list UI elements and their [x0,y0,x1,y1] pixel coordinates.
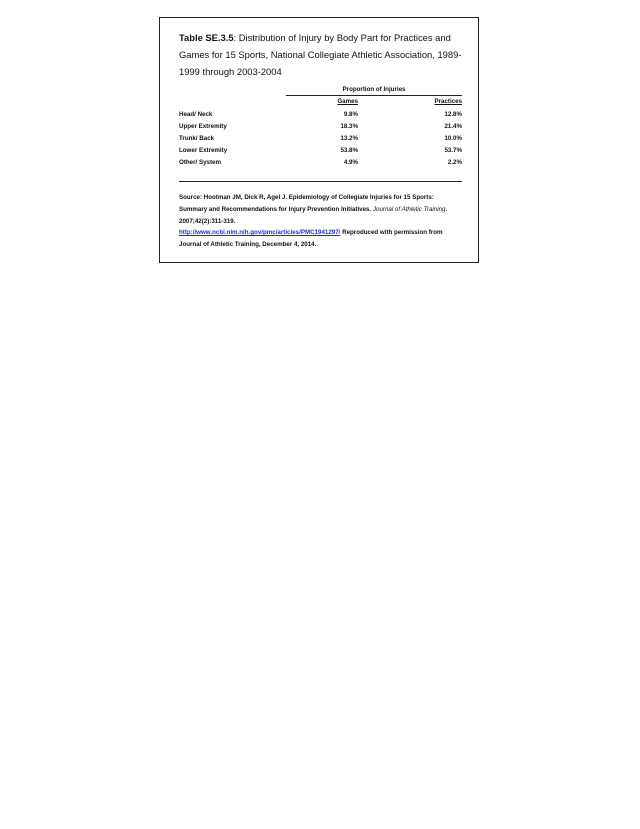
body-part: Upper Extremity [179,123,227,130]
table-label: Table SE.3.5 [179,32,234,43]
divider [179,181,462,182]
journal-name: Journal of Athletic Training [372,205,446,213]
table-caption: : Distribution of Injury by Body Part for Practices and Games for 15 Sports, National Collegiate Athletic Association, 1989-1999 through 2003-2004 [179,32,462,77]
practices-value: 10.0% [444,135,462,142]
practices-value: 53.7% [444,147,462,154]
source-link[interactable]: http://www.ncbi.nlm.nih.gov/pmc/articles/PMC1941297/ [179,229,341,237]
group-header: Proportion of Injuries [286,86,462,96]
column-header-games: Games [337,98,358,105]
games-value: 18.3% [340,123,358,130]
table-row [179,147,462,157]
practices-value: 2.2% [447,159,462,166]
table-title [179,29,469,80]
games-value: 4.9% [343,159,358,166]
table-figure [159,17,479,263]
games-value: 53.8% [340,147,358,154]
practices-value: 21.4% [444,123,462,130]
body-part: Trunk/ Back [179,135,215,142]
games-value: 9.8% [343,111,358,118]
source-note [179,192,462,251]
source-citation: . 2007;42(2):311-319. [179,205,448,225]
source-lead: Source: Hootman JM, Dick R, Agel J. Epidemiology of Collegiate Injuries for 15 Sports: Summary and Recommendations for Injury Prevention Initiatives. [179,194,434,213]
table-row [179,111,462,121]
table-row [179,123,462,133]
practices-value: 12.8% [444,111,462,118]
table-row [179,135,462,145]
table-row [179,159,462,169]
body-part: Head/ Neck [179,111,213,118]
body-part: Other/ System [179,159,221,166]
games-value: 13.2% [340,135,358,142]
column-header-practices: Practices [434,98,462,105]
source-tail: Reproduced with permission from Journal of Athletic Training, December 4, 2014. [179,229,443,249]
body-part: Lower Extremity [179,147,228,154]
